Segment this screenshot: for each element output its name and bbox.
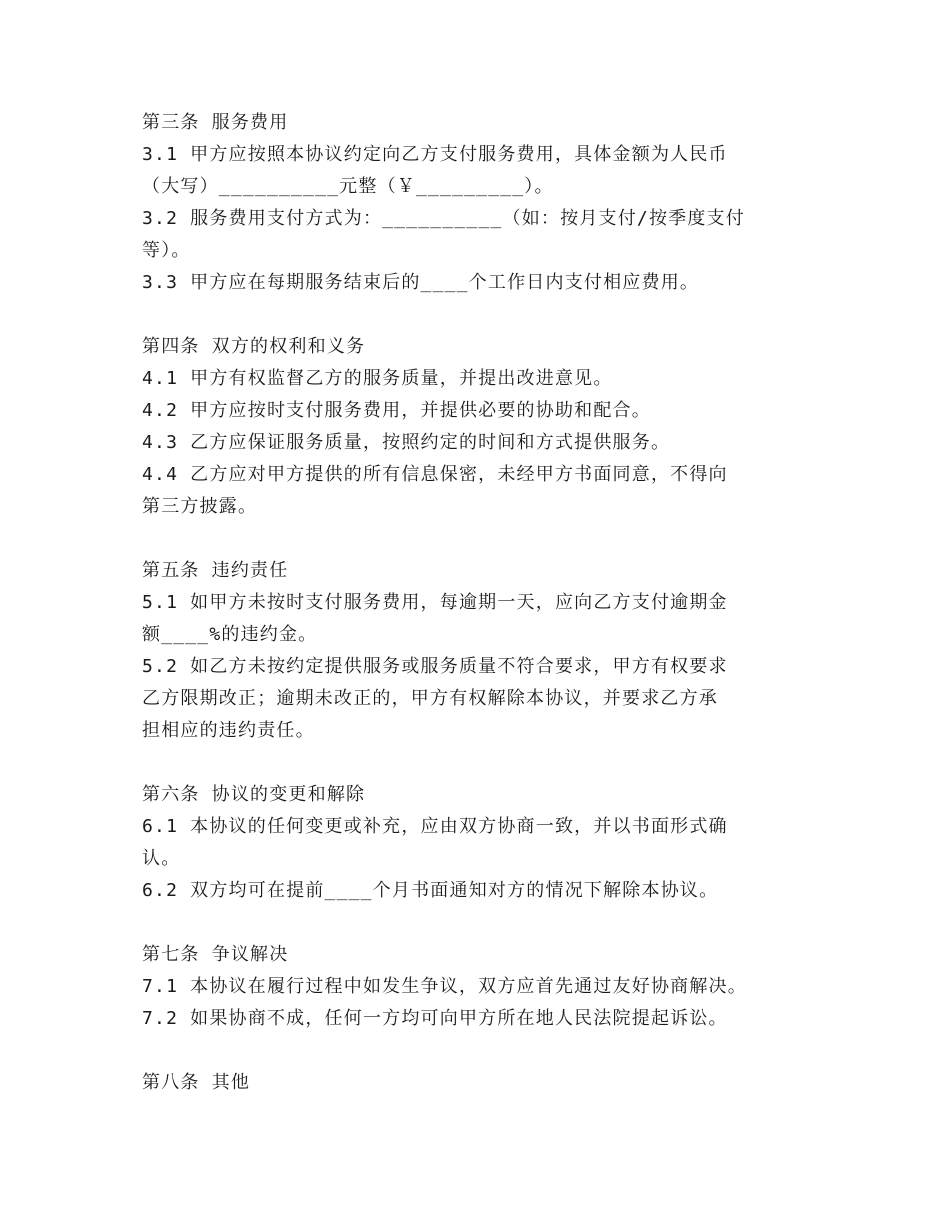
- clause-line: 4.3 乙方应保证服务质量，按照约定的时间和方式提供服务。: [142, 432, 671, 453]
- clause-line: 第三方披露。: [142, 496, 258, 517]
- clause-line: 3.1 甲方应按照本协议约定向乙方支付服务费用，具体金额为人民币: [142, 144, 728, 165]
- clause-line: 4.1 甲方有权监督乙方的服务质量，并提出改进意见。: [142, 368, 613, 389]
- section-heading: 第三条 服务费用: [142, 112, 289, 133]
- section-heading: 第五条 违约责任: [142, 560, 289, 581]
- section-heading: 第四条 双方的权利和义务: [142, 336, 366, 357]
- clause-line: 额____%的违约金。: [142, 624, 318, 645]
- section-heading: 第八条 其他: [142, 1072, 251, 1093]
- clause-line: 3.3 甲方应在每期服务结束后的____个工作日内支付相应费用。: [142, 272, 700, 293]
- paragraph-gap: [142, 1035, 842, 1067]
- section-article-5: [142, 555, 842, 747]
- clause-line: 等）。: [142, 240, 191, 261]
- paragraph-gap: [142, 907, 842, 939]
- section-article-3: [142, 107, 842, 299]
- paragraph-gap: [142, 523, 842, 555]
- clause-line: 乙方限期改正；逾期未改正的，甲方有权解除本协议，并要求乙方承: [142, 688, 718, 709]
- clause-line: 5.1 如甲方未按时支付服务费用，每逾期一天，应向乙方支付逾期金: [142, 592, 728, 613]
- section-article-7: [142, 939, 842, 1035]
- clause-line: 3.2 服务费用支付方式为：__________（如：按月支付/按季度支付: [142, 208, 745, 229]
- clause-line: 4.2 甲方应按时支付服务费用，并提供必要的协助和配合。: [142, 400, 651, 421]
- clause-line: 5.2 如乙方未按约定提供服务或服务质量不符合要求，甲方有权要求: [142, 656, 728, 677]
- contract-body: [142, 107, 842, 1099]
- section-heading: 第七条 争议解决: [142, 944, 289, 965]
- clause-line: 7.2 如果协商不成，任何一方均可向甲方所在地人民法院提起诉讼。: [142, 1008, 728, 1029]
- section-heading: 第六条 协议的变更和解除: [142, 784, 366, 805]
- section-article-4: [142, 331, 842, 523]
- clause-line: 4.4 乙方应对甲方提供的所有信息保密，未经甲方书面同意，不得向: [142, 464, 728, 485]
- clause-line: 认。: [142, 848, 181, 869]
- section-article-8: [142, 1067, 842, 1099]
- clause-line: 6.1 本协议的任何变更或补充，应由双方协商一致，并以书面形式确: [142, 816, 728, 837]
- section-article-6: [142, 779, 842, 907]
- clause-line: 担相应的违约责任。: [142, 720, 315, 741]
- paragraph-gap: [142, 299, 842, 331]
- clause-line: 6.2 双方均可在提前____个月书面通知对方的情况下解除本协议。: [142, 880, 719, 901]
- clause-line: （大写）__________元整（￥_________）。: [142, 176, 554, 197]
- paragraph-gap: [142, 747, 842, 779]
- clause-line: 7.1 本协议在履行过程中如发生争议，双方应首先通过友好协商解决。: [142, 976, 747, 997]
